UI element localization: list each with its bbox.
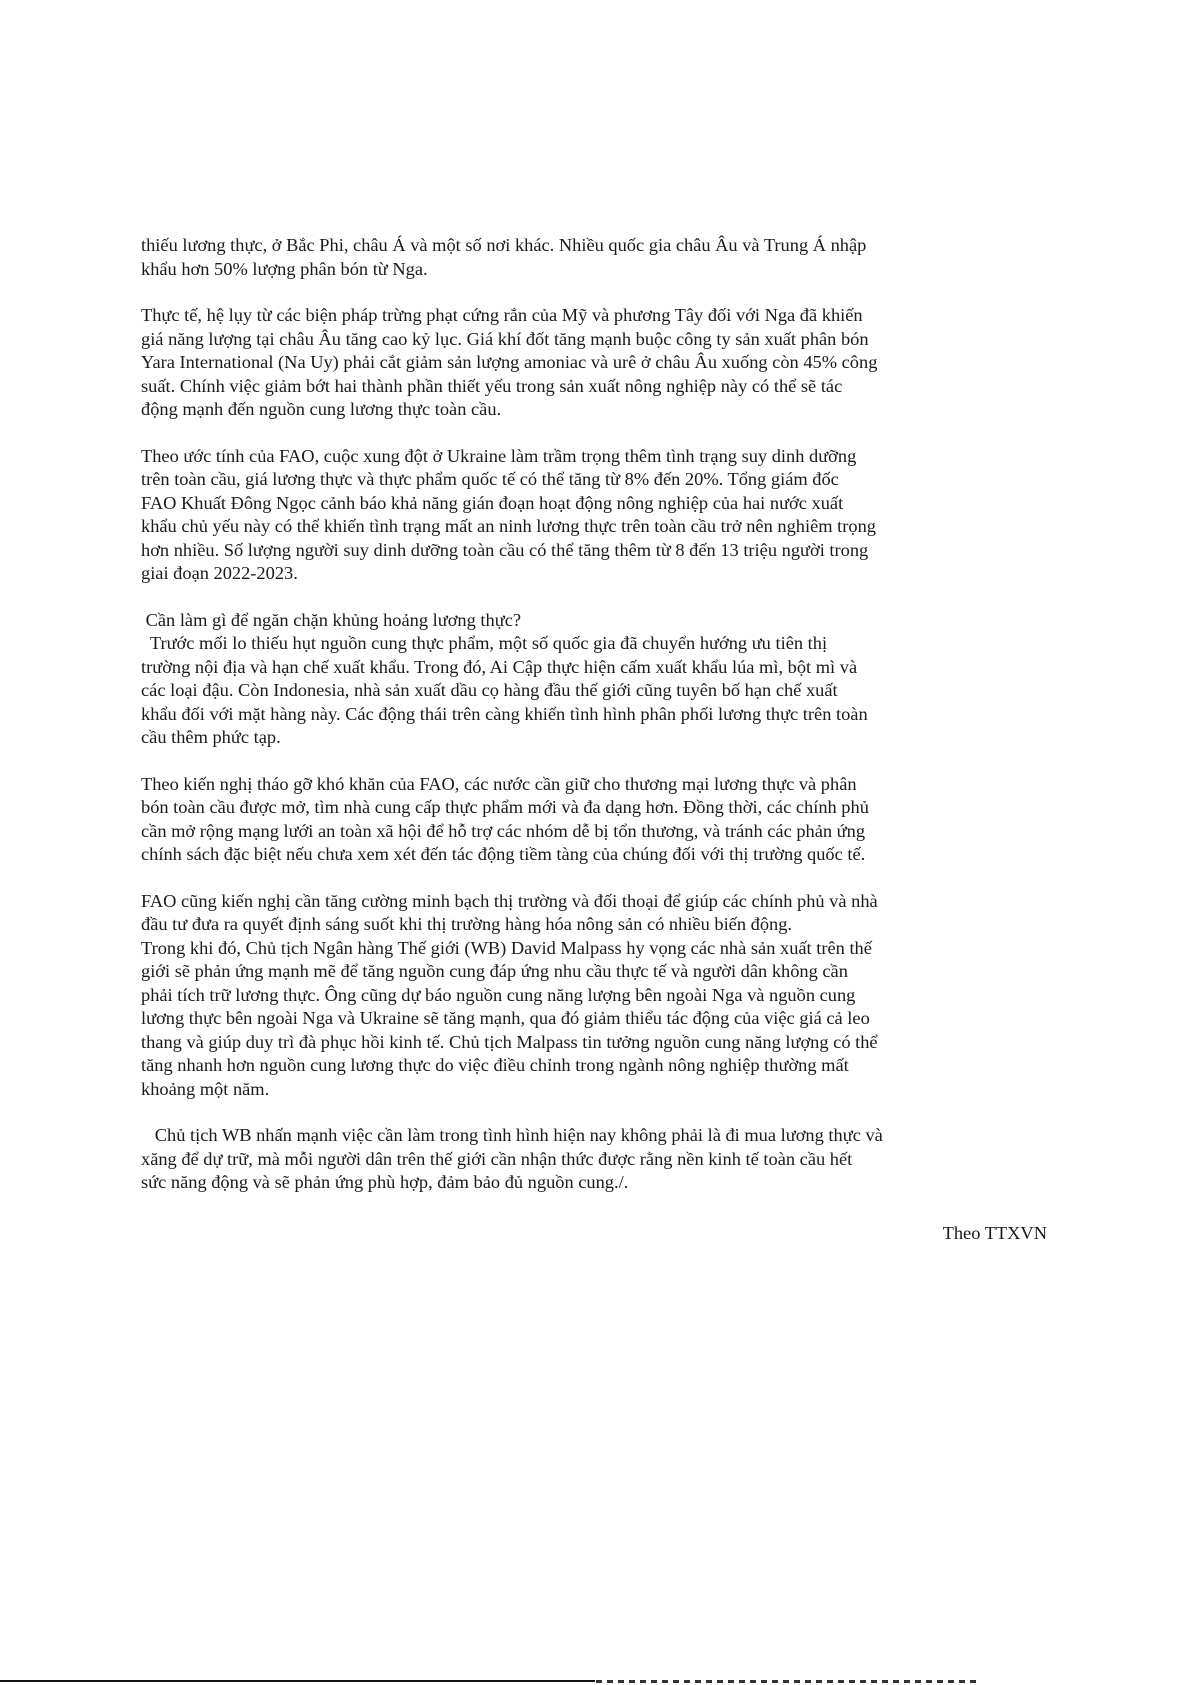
source-signature: Theo TTXVN — [942, 1223, 1047, 1243]
text-line: FAO cũng kiến nghị cần tăng cường minh bạch thị trường và đối thoại để giúp các chính phủ và nhà — [141, 890, 878, 911]
text-line: tăng nhanh hơn nguồn cung lương thực do việc điều chỉnh trong ngành nông nghiệp thường mất — [141, 1055, 849, 1075]
text-line: cầu thêm phức tạp. — [141, 727, 281, 747]
text-line: thang và giúp duy trì đà phục hồi kinh tế. Chủ tịch Malpass tin tưởng nguồn cung năng lượng có thể — [141, 1031, 878, 1052]
text-line: FAO Khuất Đông Ngọc cảnh báo khả năng gián đoạn hoạt động nông nghiệp của hai nước xuất — [141, 492, 844, 513]
text-line: khoảng một năm. — [141, 1078, 270, 1099]
paragraph-fertilizer-imports — [141, 234, 1071, 281]
text-line: giá năng lượng tại châu Âu tăng cao kỷ lục. Giá khí đốt tăng mạnh buộc công ty sản xuất phân bón — [141, 328, 869, 349]
article-body — [141, 234, 1071, 1195]
text-line: các loại đậu. Còn Indonesia, nhà sản xuất dầu cọ hàng đầu thế giới cũng tuyên bố hạn chế xuất — [141, 680, 838, 700]
text-line: Trong khi đó, Chủ tịch Ngân hàng Thế giới (WB) David Malpass hy vọng các nhà sản xuất trên thế — [141, 937, 872, 958]
footer-marks — [596, 1680, 976, 1683]
text-line: phải tích trữ lương thực. Ông cũng dự báo nguồn cung năng lượng bên ngoài Nga và nguồn cung — [141, 984, 856, 1005]
text-line: lương thực bên ngoài Nga và Ukraine sẽ tăng mạnh, qua đó giảm thiểu tác động của việc giá cả leo — [141, 1008, 870, 1028]
paragraph-gap — [141, 750, 1071, 773]
text-line: bón toàn cầu được mở, tìm nhà cung cấp thực phẩm mới và đa dạng hơn. Đồng thời, các chính phủ — [141, 797, 869, 817]
paragraph-gap — [141, 586, 1071, 609]
paragraph-energy-prices — [141, 304, 1071, 422]
paragraph-fao-recommendations — [141, 773, 1071, 867]
text-line: khẩu hơn 50% lượng phân bón từ Nga. — [141, 258, 428, 279]
text-line: khẩu chủ yếu này có thể khiến tình trạng mất an ninh lương thực trên toàn cầu trở nên nghiêm trọng — [141, 516, 876, 536]
text-line: khẩu đối với mặt hàng này. Các động thái trên càng khiến tình hình phân phối lương thực trên toàn — [141, 703, 868, 724]
text-line: Yara International (Na Uy) phải cắt giảm sản lượng amoniac và urê ở châu Âu xuống còn 45% công — [141, 352, 878, 372]
text-line: giới sẽ phản ứng mạnh mẽ để tăng nguồn cung đáp ứng nhu cầu thực tế và người dân không cần — [141, 961, 848, 981]
text-line: chính sách đặc biệt nếu chưa xem xét đến tác động tiềm tàng của chúng đối với thị trường quốc tế. — [141, 844, 866, 864]
text-line: động mạnh đến nguồn cung lương thực toàn cầu. — [141, 399, 502, 419]
paragraph-market-transparency — [141, 890, 1071, 1102]
text-line: đầu tư đưa ra quyết định sáng suốt khi thị trường hàng hóa nông sản có nhiều biến động. — [141, 914, 793, 934]
text-line: trên toàn cầu, giá lương thực và thực phẩm quốc tế có thể tăng từ 8% đến 20%. Tổng giám đốc — [141, 469, 839, 489]
paragraph-gap — [141, 422, 1071, 445]
text-line: Trước mối lo thiếu hụt nguồn cung thực phẩm, một số quốc gia đã chuyển hướng ưu tiên thị — [141, 633, 828, 653]
footer-rule — [0, 1680, 595, 1682]
text-line: Theo kiến nghị tháo gỡ khó khăn của FAO, các nước cần giữ cho thương mại lương thực và phân — [141, 773, 857, 794]
text-line: sức năng động và sẽ phản ứng phù hợp, đảm bảo đủ nguồn cung./. — [141, 1172, 629, 1192]
paragraph-gap — [141, 867, 1071, 890]
text-line: cần mở rộng mạng lưới an toàn xã hội để hỗ trợ các nhóm dễ bị tổn thương, và tránh các phản ứng — [141, 820, 866, 841]
text-line: Theo ước tính của FAO, cuộc xung đột ở Ukraine làm trầm trọng thêm tình trạng suy dinh dưỡng — [141, 445, 857, 466]
text-line: trường nội địa và hạn chế xuất khẩu. Trong đó, Ai Cập thực hiện cấm xuất khẩu lúa mì, bột mì và — [141, 656, 858, 677]
paragraph-gap — [141, 281, 1071, 304]
paragraph-fao-estimate — [141, 445, 1071, 586]
paragraph-gap — [141, 1101, 1071, 1124]
text-line: xăng để dự trữ, mà mỗi người dân trên thế giới cần nhận thức được rằng nền kinh tế toàn cầu hết — [141, 1148, 853, 1169]
text-line: thiếu lương thực, ở Bắc Phi, châu Á và một số nơi khác. Nhiều quốc gia châu Âu và Trung Á nhập — [141, 235, 867, 255]
page-bottom-edge — [0, 1680, 1191, 1685]
text-line: Thực tế, hệ lụy từ các biện pháp trừng phạt cứng rắn của Mỹ và phương Tây đối với Nga đã khiến — [141, 305, 863, 325]
text-line: giai đoạn 2022-2023. — [141, 563, 298, 583]
text-line: hơn nhiều. Số lượng người suy dinh dưỡng toàn cầu có thể tăng thêm từ 8 đến 13 triệu người trong — [141, 539, 869, 560]
text-line: Chủ tịch WB nhấn mạnh việc cần làm trong tình hình hiện nay không phải là đi mua lương thực và — [141, 1125, 883, 1145]
text-line: suất. Chính việc giảm bớt hai thành phần thiết yếu trong sản xuất nông nghiệp này có thể sẽ tác — [141, 375, 843, 396]
paragraph-wb-conclusion — [141, 1124, 1071, 1195]
section-heading: Cần làm gì để ngăn chặn khủng hoảng lương thực? — [141, 609, 522, 630]
paragraph-prevention-heading — [141, 609, 1071, 750]
